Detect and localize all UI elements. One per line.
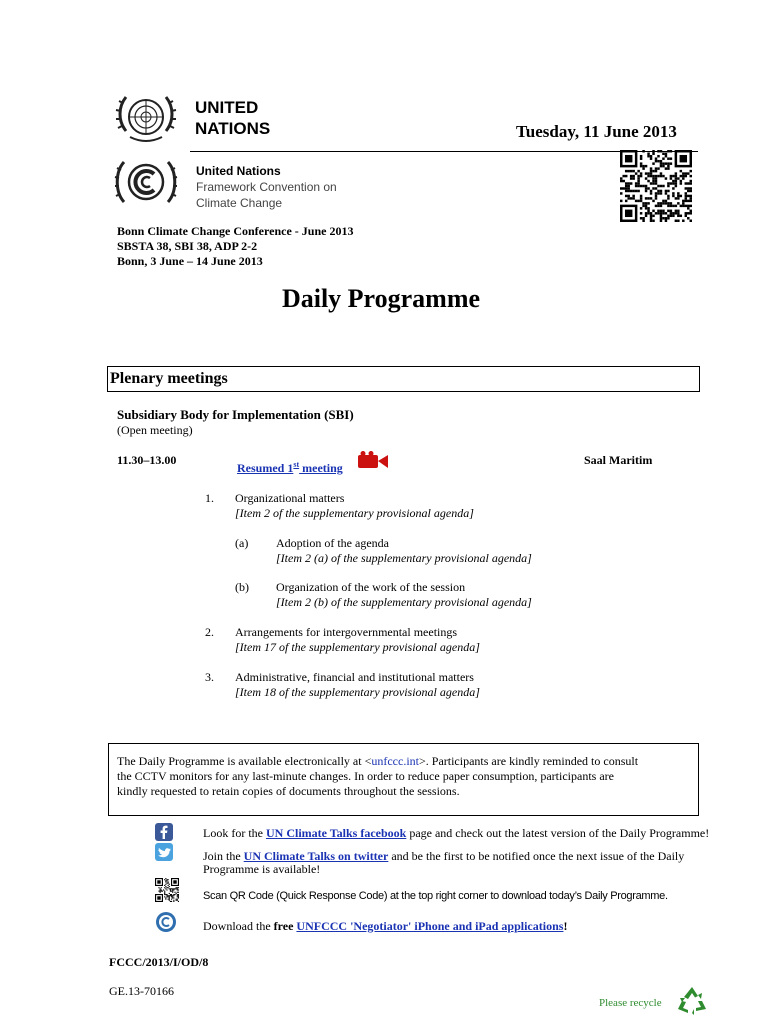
agenda-ref: [Item 2 (a) of the supplementary provisional agenda]	[276, 551, 532, 565]
agenda-number: 1.	[205, 491, 214, 505]
facebook-post: page and check out the latest version of the Daily Programme!	[406, 826, 710, 840]
conference-line1: Bonn Climate Change Conference - June 2013	[117, 224, 354, 238]
agenda-title: Arrangements for intergovernmental meetings	[235, 625, 458, 639]
un-name	[195, 97, 270, 139]
notice-box	[108, 743, 699, 816]
page-title: Daily Programme	[281, 284, 481, 313]
notice-line1-b: >. Participants are kindly reminded to consult	[419, 754, 639, 768]
facebook-row	[203, 826, 709, 840]
recycle-text: Please recycle	[599, 997, 662, 1009]
meeting-link-prefix[interactable]: Resumed 1	[237, 461, 294, 475]
unfccc-logo-icon	[114, 156, 178, 212]
unfccc-line2: Framework Convention on	[196, 180, 337, 194]
agenda-item	[235, 491, 474, 521]
twitter-icon[interactable]	[155, 843, 173, 861]
notice-line2: the CCTV monitors for any last-minute changes. In order to reduce paper consumption, participants are	[117, 769, 614, 783]
unfccc-line1: United Nations	[196, 164, 281, 178]
facebook-pre: Look for the	[203, 826, 266, 840]
agenda-item	[235, 670, 480, 700]
notice-line3: kindly requested to retain copies of documents throughout the sessions.	[117, 784, 460, 798]
twitter-link[interactable]: UN Climate Talks on twitter	[243, 849, 389, 863]
qr-text: Scan QR Code (Quick Response Code) at the top right corner to download today’s Daily Programme.	[203, 890, 668, 902]
qr-small-icon[interactable]	[155, 878, 179, 902]
agenda-item	[276, 580, 532, 610]
body-name: Subsidiary Body for Implementation (SBI)	[117, 407, 354, 422]
twitter-line2: Programme is available!	[203, 862, 321, 876]
agenda-item	[276, 536, 532, 566]
header-date: Tuesday, 11 June 2013	[516, 122, 677, 141]
notice-line1-a: The Daily Programme is available electronically at <	[117, 754, 372, 768]
section-heading-box	[107, 366, 700, 392]
twitter-pre: Join the	[203, 849, 244, 863]
twitter-row	[203, 850, 684, 876]
meeting-link-suffix[interactable]: meeting	[299, 461, 343, 475]
app-row	[203, 919, 567, 933]
meeting-link[interactable]	[237, 458, 343, 475]
qr-code-icon[interactable]	[620, 150, 692, 222]
conference-info	[117, 224, 353, 269]
agenda-number: (b)	[235, 580, 249, 594]
agenda-number: 2.	[205, 625, 214, 639]
conference-line3: Bonn, 3 June – 14 June 2013	[117, 254, 263, 268]
app-pre: Download the	[203, 919, 274, 933]
video-camera-icon[interactable]	[357, 451, 389, 471]
unfccc-link[interactable]: unfccc.int	[371, 754, 419, 768]
unfccc-line3: Climate Change	[196, 196, 283, 210]
section-heading: Plenary meetings	[110, 370, 228, 387]
agenda-ref: [Item 17 of the supplementary provisional agenda]	[235, 640, 480, 654]
unfccc-app-icon[interactable]	[155, 911, 177, 933]
agenda-ref: [Item 18 of the supplementary provisional agenda]	[235, 685, 480, 699]
app-link[interactable]: UNFCCC 'Negotiator' iPhone and iPad applications	[296, 919, 564, 933]
agenda-title: Administrative, financial and institutional matters	[235, 670, 474, 684]
twitter-post: and be the first to be notified once the next issue of the Daily	[388, 849, 685, 863]
agenda-number: (a)	[235, 536, 249, 550]
app-bold: free	[273, 919, 294, 933]
facebook-link[interactable]: UN Climate Talks facebook	[265, 826, 407, 840]
unfccc-name	[196, 163, 337, 211]
conference-line2: SBSTA 38, SBI 38, ADP 2-2	[117, 239, 258, 253]
agenda-title: Organizational matters	[235, 491, 345, 505]
agenda-item	[235, 625, 480, 655]
un-name-line1: UNITED	[195, 98, 259, 117]
recycle-icon	[676, 985, 708, 1015]
notice-text	[117, 754, 689, 799]
body-note: (Open meeting)	[117, 423, 193, 437]
meeting-link-sup[interactable]: st	[293, 460, 300, 469]
agenda-ref: [Item 2 (b) of the supplementary provisional agenda]	[276, 595, 532, 609]
agenda-title: Adoption of the agenda	[276, 536, 389, 550]
agenda-number: 3.	[205, 670, 214, 684]
un-name-line2: NATIONS	[195, 119, 271, 138]
facebook-icon[interactable]	[155, 823, 173, 841]
agenda-title: Organization of the work of the session	[276, 580, 466, 594]
meeting-room: Saal Maritim	[584, 453, 653, 467]
agenda-ref: [Item 2 of the supplementary provisional agenda]	[235, 506, 474, 520]
un-emblem-icon	[114, 91, 178, 147]
app-post: !	[563, 919, 568, 933]
ge-number: GE.13-70166	[109, 984, 174, 998]
doc-symbol: FCCC/2013/I/OD/8	[109, 955, 209, 969]
meeting-time: 11.30–13.00	[117, 453, 177, 467]
